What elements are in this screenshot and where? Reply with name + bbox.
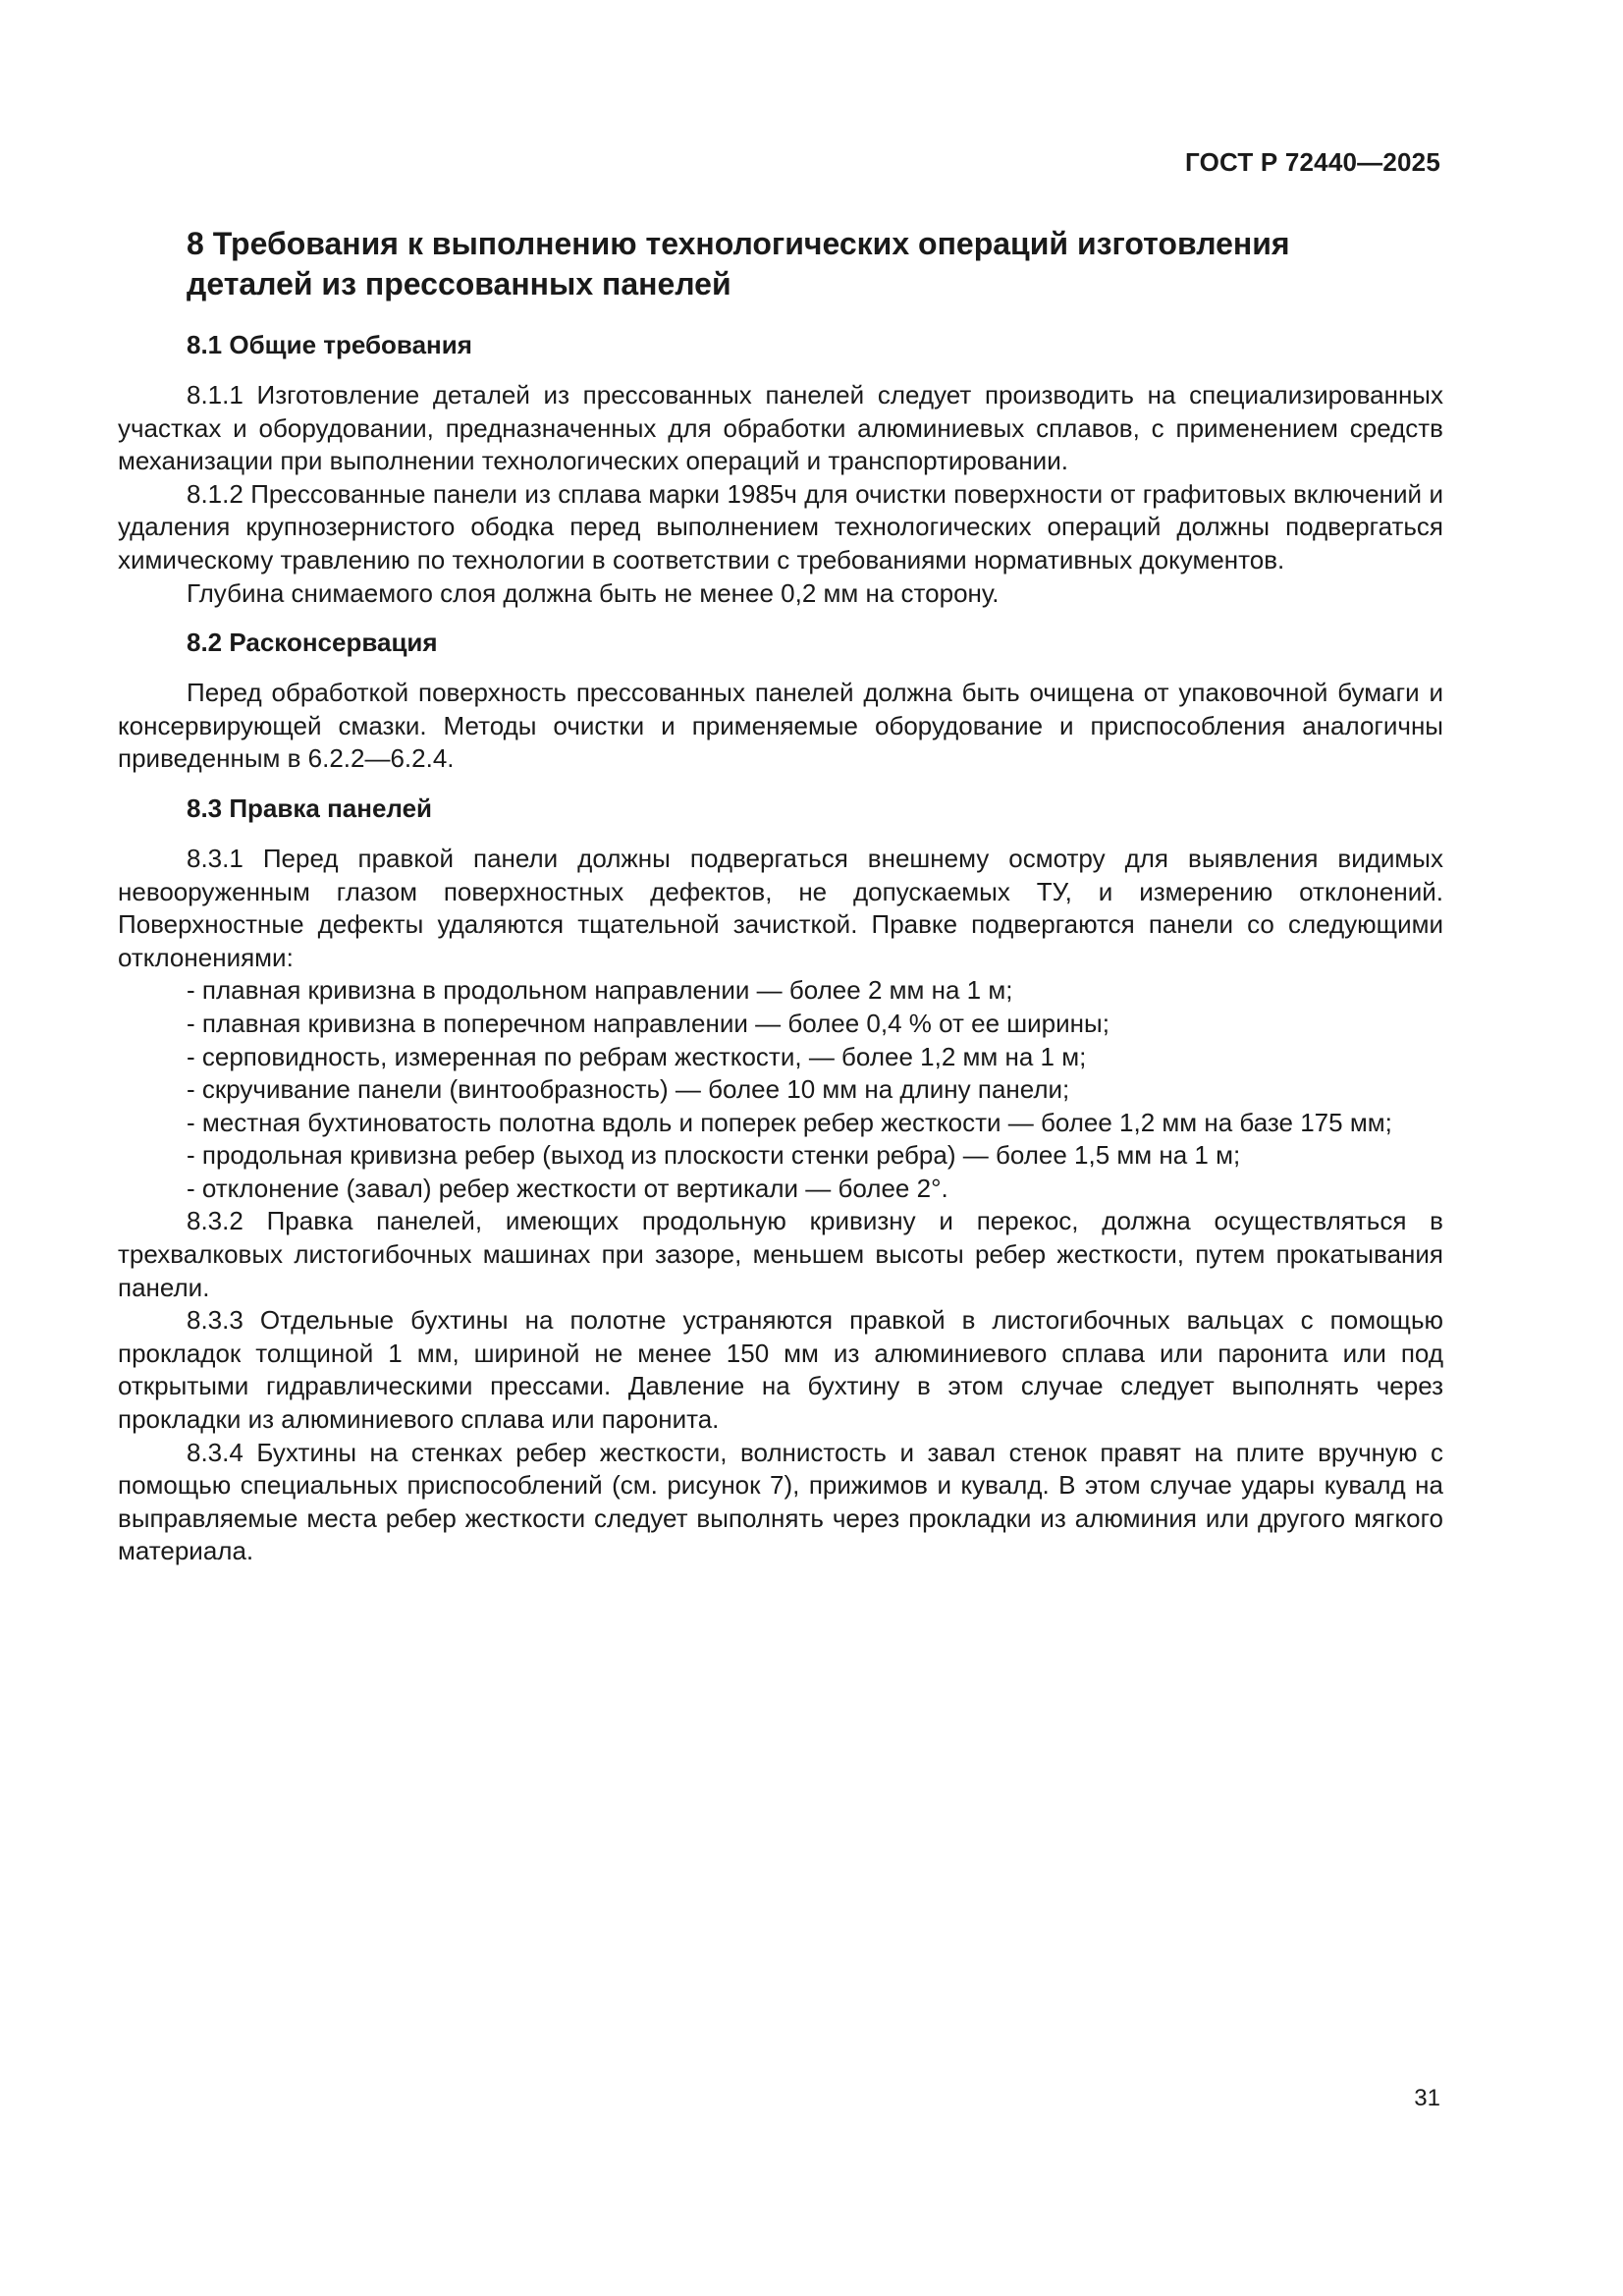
list-item: - отклонение (завал) ребер жесткости от вертикали — более 2°. xyxy=(187,1173,948,1203)
paragraph-8-1-1: 8.1.1 Изготовление деталей из прессованных панелей следует производить на специализированных участках и оборудовании, предназначенных для обработки алюминиевых сплавов, с применением средств механизации при выполнении технологических операций и транспортировании. xyxy=(118,380,1443,476)
page-number: 31 xyxy=(1414,2085,1440,2111)
paragraph-layer-depth: Глубина снимаемого слоя должна быть не менее 0,2 мм на сторону. xyxy=(187,577,1000,608)
list-item: - серповидность, измеренная по ребрам жесткости, — более 1,2 мм на 1 м; xyxy=(187,1041,1087,1071)
list-item: - местная бухтиноватость полотна вдоль и поперек ребер жесткости — более 1,2 мм на базе 175 мм; xyxy=(187,1107,1392,1137)
paragraph-8-1-2: 8.1.2 Прессованные панели из сплава марки 1985ч для очистки поверхности от графитовых включений и удаления крупнозернистого ободка перед выполнением технологических операций должны подвергаться химическому травлению по технологии в соответствии с требованиями нормативных документов. xyxy=(118,478,1443,574)
paragraph-8-3-4: 8.3.4 Бухтины на стенках ребер жесткости, волнистость и завал стенок правят на плите вручную с помощью специальных приспособлений (см. рисунок 7), прижимов и кувалд. В этом случае удары кувалд на выправляемые места ребер жесткости следует выполнять через прокладки из алюминия или другого мягкого материала. xyxy=(118,1437,1443,1566)
deviation-list xyxy=(118,974,1443,1205)
list-item: - продольная кривизна ребер (выход из плоскости стенки ребра) — более 1,5 мм на 1 м; xyxy=(187,1140,1241,1171)
paragraph-8-2: Перед обработкой поверхность прессованных панелей должна быть очищена от упаковочной бумаги и консервирующей смазки. Методы очистки и применяемые оборудование и приспособления аналогичны приведенным в 6.2.2—6.2.4. xyxy=(118,678,1443,774)
document-body xyxy=(118,224,1443,1568)
chapter-title: 8 Требования к выполнению технологических операций изготовления деталей из прессованных панелей xyxy=(187,226,1290,301)
document-code: ГОСТ Р 72440—2025 xyxy=(1185,147,1440,177)
list-item: - скручивание панели (винтообразность) — более 10 мм на длину панели; xyxy=(187,1074,1070,1105)
section-title: 8.1 Общие требования xyxy=(187,330,472,359)
section-8-1 xyxy=(118,328,1443,610)
section-title: 8.3 Правка панелей xyxy=(187,793,433,823)
paragraph-8-3-2: 8.3.2 Правка панелей, имеющих продольную кривизну и перекос, должна осуществляться в трехвалковых листогибочных машинах при зазоре, меньшем высоты ребер жесткости, путем прокатывания панели. xyxy=(118,1206,1443,1302)
paragraph-8-3-3: 8.3.3 Отдельные бухтины на полотне устраняются правкой в листогибочных вальцах с помощью прокладок толщиной 1 мм, шириной не менее 150 мм из алюминиевого сплава или паронита или под открытыми гидравлическими прессами. Давление на бухтину в этом случае следует выполнять через прокладки из алюминиевого сплава или паронита. xyxy=(118,1305,1443,1435)
paragraph-8-3-1: 8.3.1 Перед правкой панели должны подвергаться внешнему осмотру для выявления видимых невооруженным глазом поверхностных дефектов, не допускаемых ТУ, и измерению отклонений. Поверхностные дефекты удаляются тщательной зачисткой. Правке подвергаются панели со следующими отклонениями: xyxy=(118,843,1443,972)
section-8-3 xyxy=(118,792,1443,1568)
section-title: 8.2 Расконсервация xyxy=(187,628,438,658)
section-8-2 xyxy=(118,626,1443,776)
list-item: - плавная кривизна в поперечном направлении — более 0,4 % от ее ширины; xyxy=(187,1008,1109,1038)
list-item: - плавная кривизна в продольном направлении — более 2 мм на 1 м; xyxy=(187,975,1013,1006)
